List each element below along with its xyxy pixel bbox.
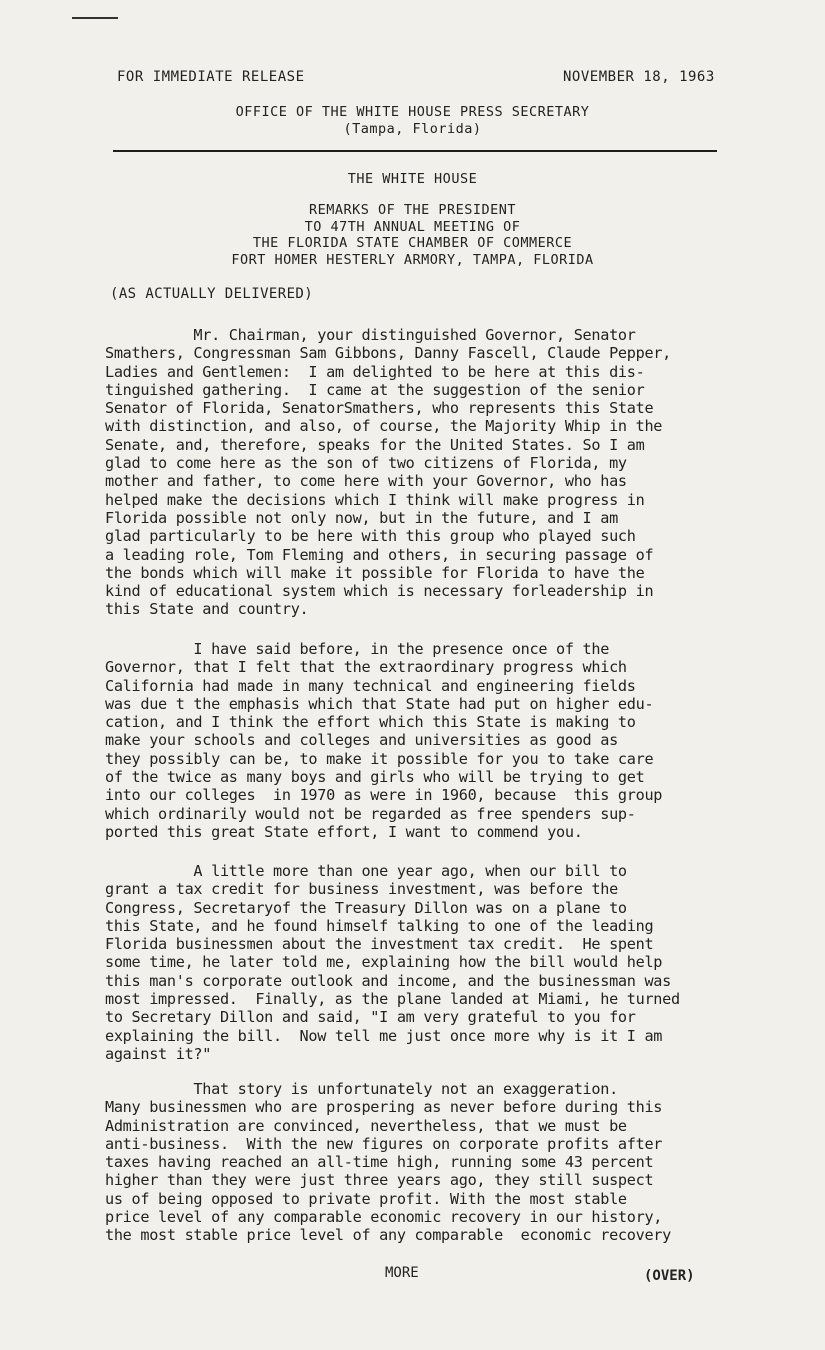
text-line: Many businessmen who are prospering as never before during this <box>105 1098 663 1117</box>
over-marker: (OVER) <box>644 1268 695 1284</box>
office-heading: OFFICE OF THE WHITE HOUSE PRESS SECRETARY <box>235 104 590 120</box>
text-line: I have said before, in the presence once of the <box>105 640 610 658</box>
text-line: was due t the emphasis which that State had put on higher edu- <box>105 694 654 713</box>
delivered-note: (AS ACTUALLY DELIVERED) <box>110 286 314 302</box>
text-line: That story is unfortunately not an exaggeration. <box>105 1080 618 1098</box>
text-line: price level of any comparable economic recovery in our history, <box>105 1208 663 1227</box>
text-line: glad particularly to be here with this group who played such <box>105 527 636 546</box>
text-line: most impressed. Finally, as the plane landed at Miami, he turned <box>105 990 680 1009</box>
text-line: the most stable price level of any comparable economic recovery <box>105 1226 671 1245</box>
text-line: with distinction, and also, of course, the Majority Whip in the <box>105 417 663 436</box>
city-heading: (Tampa, Florida) <box>343 121 482 137</box>
release-date: NOVEMBER 18, 1963 <box>563 69 715 85</box>
text-line: Administration are convinced, nevertheless, that we must be <box>105 1116 627 1135</box>
text-line: Senate, and, therefore, speaks for the United States. So I am <box>105 435 645 454</box>
text-line: Florida businessmen about the investment tax credit. He spent <box>105 935 654 954</box>
text-line: A little more than one year ago, when our bill to <box>105 862 627 880</box>
text-line: taxes having reached an all-time high, running some 43 percent <box>105 1153 654 1172</box>
text-line: anti-business. With the new figures on corporate profits after <box>105 1134 663 1153</box>
text-line: they possibly can be, to make it possible for you to take care <box>105 749 654 768</box>
text-line: this State and country. <box>105 600 309 619</box>
paragraph-4 <box>105 1080 745 1245</box>
text-line: Governor, that I felt that the extraordinary progress which <box>105 658 627 677</box>
text-line: of the twice as many boys and girls who will be trying to get <box>105 768 645 787</box>
text-line: to Secretary Dillon and said, "I am very grateful to you for <box>105 1008 636 1027</box>
text-line: higher than they were just three years ago, they still suspect <box>105 1171 654 1190</box>
more-marker: MORE <box>385 1265 419 1281</box>
white-house-heading: THE WHITE HOUSE <box>347 171 478 187</box>
text-line: Florida possible not only now, but in the future, and I am <box>105 508 618 527</box>
text-line: grant a tax credit for business investment, was before the <box>105 880 618 899</box>
text-line: cation, and I think the effort which this State is making to <box>105 713 636 732</box>
text-line: Senator of Florida, SenatorSmathers, who represents this State <box>105 399 654 418</box>
text-line: kind of educational system which is necessary forleadership in <box>105 582 654 601</box>
paragraph-2 <box>105 640 745 841</box>
text-line: this man's corporate outlook and income, and the businessman was <box>105 971 671 990</box>
text-line: ported this great State effort, I want to commend you. <box>105 822 583 841</box>
text-line: into our colleges in 1970 as were in 1960, because this group <box>105 786 663 805</box>
remarks-line: REMARKS OF THE PRESIDENT <box>308 202 517 218</box>
text-line: us of being opposed to private profit. With the most stable <box>105 1189 627 1208</box>
text-line: California had made in many technical and engineering fields <box>105 676 636 695</box>
pen-mark <box>72 17 118 19</box>
text-line: make your schools and colleges and universities as good as <box>105 731 618 750</box>
text-line: mother and father, to come here with your Governor, who has <box>105 472 627 491</box>
text-line: which ordinarily would not be regarded as free spenders sup- <box>105 804 636 823</box>
release-label: FOR IMMEDIATE RELEASE <box>117 69 305 85</box>
text-line: some time, he later told me, explaining how the bill would help <box>105 953 663 972</box>
text-line: Smathers, Congressman Sam Gibbons, Danny Fascell, Claude Pepper, <box>105 344 671 363</box>
text-line: this State, and he found himself talking to one of the leading <box>105 916 654 935</box>
text-line: helped make the decisions which I think will make progress in <box>105 490 645 509</box>
header-divider <box>113 150 717 152</box>
text-line: Congress, Secretaryof the Treasury Dillon was on a plane to <box>105 898 627 917</box>
text-line: glad to come here as the son of two citizens of Florida, my <box>105 454 627 473</box>
paragraph-3 <box>105 862 745 1063</box>
text-line: Mr. Chairman, your distinguished Governor, Senator <box>105 326 636 344</box>
text-line: explaining the bill. Now tell me just once more why is it I am <box>105 1026 663 1045</box>
remarks-title <box>0 202 825 268</box>
text-line: the bonds which will make it possible for Florida to have the <box>105 563 645 582</box>
text-line: tinguished gathering. I came at the suggestion of the senior <box>105 380 645 399</box>
text-line: against it?" <box>105 1044 212 1063</box>
remarks-line: FORT HOMER HESTERLY ARMORY, TAMPA, FLORIDA <box>231 251 594 268</box>
paragraph-1 <box>105 326 745 619</box>
remarks-line: TO 47TH ANNUAL MEETING OF <box>304 218 521 235</box>
remarks-line: THE FLORIDA STATE CHAMBER OF COMMERCE <box>252 235 573 251</box>
text-line: Ladies and Gentlemen: I am delighted to be here at this dis- <box>105 362 645 381</box>
text-line: a leading role, Tom Fleming and others, in securing passage of <box>105 545 654 564</box>
